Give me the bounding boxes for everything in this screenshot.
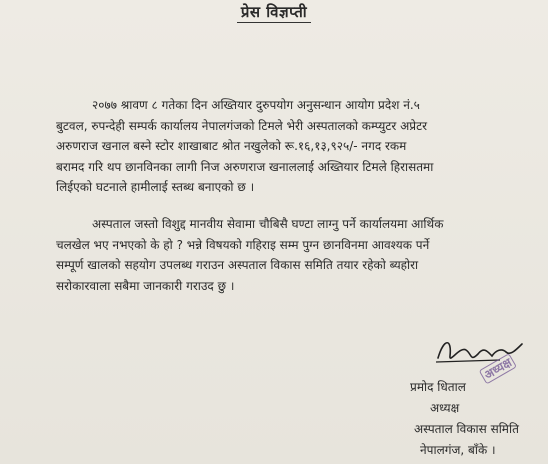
press-release-heading bbox=[0, 2, 548, 22]
paragraph-line: बरामद गरि थप छानविनका लागी निज अरुणराज खनाललाई अख्तियार टिमले हिरासतमा bbox=[56, 159, 434, 174]
signatory-position: अध्यक्ष bbox=[430, 401, 460, 415]
paragraph-2 bbox=[56, 214, 528, 296]
paragraph-line: २०७७ श्रावण ८ गतेका दिन अख्तियार दुरुपयोग अनुसन्धान आयोग प्रदेश नं.५ bbox=[92, 98, 420, 112]
heading-text: प्रेस विज्ञप्ती bbox=[237, 3, 311, 23]
stamp-text: अध्यक्ष bbox=[479, 353, 518, 384]
paragraph-line: बुटवल, रुपन्देही सम्पर्क कार्यालय नेपालगंजको टिमले भेरी अस्पतालको कम्प्युटर अप्रेटर bbox=[56, 118, 428, 133]
paragraph-line: लिईएको घटनाले हामीलाई स्तब्ध बनाएको छ । bbox=[56, 180, 255, 194]
signatory-name: प्रमोद धिताल bbox=[410, 380, 466, 394]
signatory-organization: अस्पताल विकास समिति bbox=[414, 422, 519, 436]
paragraph-line: अरुणराज खनाल बस्ने स्टोर शाखाबाट श्रोत नखुलेको रू.१६,१३,९२५/- नगद रकम bbox=[56, 139, 407, 153]
paragraph-line: सम्पूर्ण खालको सहयोग उपलब्ध गराउन अस्पताल विकास समिति तयार रहेको ब्यहोरा bbox=[56, 258, 419, 272]
paragraph-line: अस्पताल जस्तो विशुद्द मानवीय सेवामा चौबिसै घण्टा लाग्नु पर्ने कार्यालयमा आर्थिक bbox=[92, 217, 444, 231]
paragraph-1 bbox=[56, 95, 528, 198]
signatory-address: नेपालगंज, बाँके । bbox=[420, 443, 496, 457]
paragraph-line: सरोकारवाला सबैमा जानकारी गराउद छु । bbox=[56, 278, 235, 293]
paragraph-line: चलखेल भए नभएको के हो ? भन्ने विषयको गहिराइ सम्म पुग्न छानविनमा आवश्यक पर्ने bbox=[56, 237, 430, 252]
